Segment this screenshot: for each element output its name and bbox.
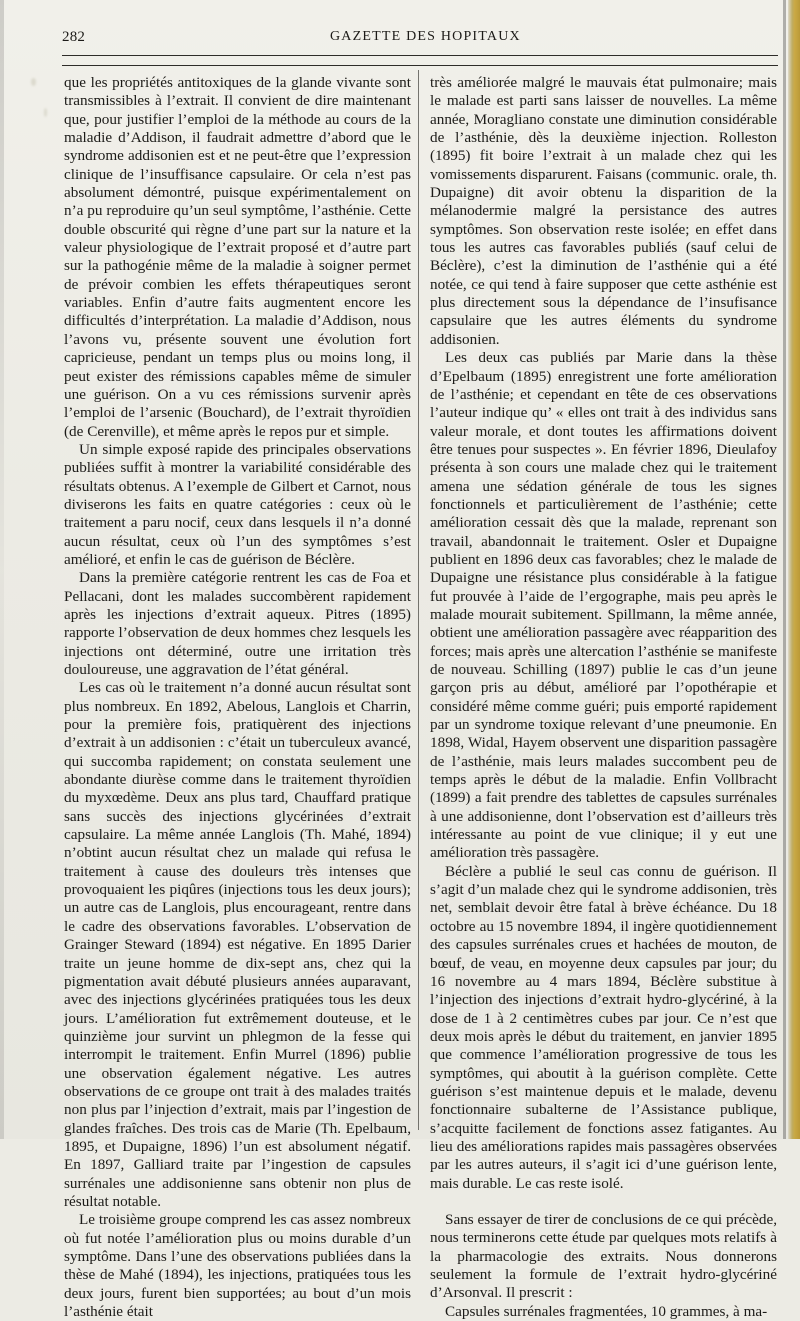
page-header xyxy=(62,29,782,51)
right-paragraph-1: très améliorée malgré le mauvais état pulmonaire; mais le malade est parti sans laisser de nouvelles. La même année, Moragliano constate une diminution considérable de l’asthénie, dès la deuxième injection. Rolleston (1895) fit boire l’extrait à un malade chez qui les vomissements disparurent. Faisans (communic. orale, th. Dupaigne) dit avoir obtenu la disparition de la mélanodermie malgré la persistance des autres symptômes. Son observation reste isolée; en effet dans tous les autres cas favorables publiés (sauf celui de Béclère), c’est la diminution de l’asthénie qui a été notée, ce qui tend à faire supposer que cette asthénie est plus directement sous la dépendance de l’insufisance capsulaire que les autres éléments du syndrome addisonien. xyxy=(430,74,777,348)
header-rule-top xyxy=(62,55,778,56)
left-paragraph-4: Les cas où le traitement n’a donné aucun résultat sont plus nombreux. En 1892, Abelous, Langlois et Charrin, pour la première fois, pratiquèrent des injections d’extrait à un addisonien : c’était un tuberculeux avancé, qui succomba rapidement; on constata seulement une abondante diurèse comme dans le traitement thyroïdien du myxœdème. Deux ans plus tard, Chauffard pratique sans succès des injections glycérinées d’extrait capsulaire. La même année Langlois (Th. Mahé, 1894) n’obtint aucun résultat chez un malade qui refusa le traitement à cause des douleurs très intenses que provoquaient les piqûres (injections tous les deux jours); un autre cas de Langlois, plus encourageant, rentre dans le cadre des observations favorables. L’observation de Grainger Steward (1894) est négative. En 1895 Darier traite un jeune homme de dix-sept ans, chez qui la pigmentation avait débuté plusieurs années auparavant, avec des injections glycérinées pratiquées tous les deux jours. L’amélioration fut extrêmement douteuse, et le quinzième jour survint un phlegmon de la fesse qui interrompit le traitement. Enfin Murrel (1896) publie une observation également négative. Les autres observations de ce groupe ont trait à des malades traités non plus par l’injection d’extrait, mais par l’ingestion de glandes fraîches. Des trois cas de Marie (Th. Epelbaum, 1895, et Dupaigne, 1896) l’un est absolument négatif. En 1897, Galliard traite par l’ingestion de capsules surrénales une addisonienne sans obtenir non plus de résultat notable. xyxy=(64,679,411,1210)
left-paragraph-1: que les propriétés antitoxiques de la glande vivante sont transmissibles à l’extrait. Il convient de dire maintenant que, pour justifier l’emploi de la méthode au cours de la maladie d’Addison, il faudrait admettre d’abord que le syndrome addisonien est et ne peut-être que l’expression clinique de l’insuffisance capsulaire. Or cela n’est pas absolument démontré, puisque expérimentalement on n’a pu reproduire qu’un seul symptôme, l’asthénie. Cette double obscurité qui règne d’une part sur la nature et la valeur physiologique de l’extrait proposé et d’autre part sur la pathogénie même de la maladie à soigner permet de prévoir combien les effets thérapeutiques seront variables. Enfin d’autre faits augmentent encore les difficultés d’interprétation. La maladie d’Addison, nous l’avons vu, présente souvent une évolution fort capricieuse, pendant un temps plus ou moins long, il peut exister des rémissions capables même de simuler une guérison. On a vu ces rémissions survenir après l’emploi de l’arsenic (Bouchard), de l’extrait thyroïdien (de Cerenville), et même après le repos pur et simple. xyxy=(64,74,411,440)
left-text-column xyxy=(64,74,411,1321)
right-paragraph-2: Les deux cas publiés par Marie dans la thèse d’Epelbaum (1895) enregistrent une forte amélioration de l’asthénie; et cependant en tête de ces observations l’auteur indique qu’ « elles ont trait à des individus sans valeur morale, et dont toutes les affirmations doivent être tenues pour suspectes ». En février 1896, Dieulafoy présenta à son cours une malade chez qui le traitement amena une sédation générale de tous les signes fonctionnels et particulièrement de l’asthénie; cette amélioration cessait dès que la malade, reprenant son travail, abandonnait le traitement. Osler et Dupaigne publient en 1896 deux cas favorables; chez le malade de Dupaigne une résistance plus considérable à la fatigue fut prouvée à l’aide de l’ergographe, mais peu après le malade mourait subitement. Spillmann, la même année, obtient une amélioration passagère avec réapparition des forces; mais après une altercation l’asthénie se manifeste de nouveau. Schilling (1897) publie le cas d’un jeune garçon pris au début, amélioré par l’opothérapie et considéré même comme guéri; puis emporté rapidement par un syndrome toxique relevant d’une pneumonie. En 1898, Widal, Hayem observent une disparition passagère de l’asthénie, mais leurs malades succombent peu de temps après le début de la maladie. Enfin Vollbracht (1899) a fait prendre des tablettes de capsules surrénales à une addisonienne, dont l’observation est d’ailleurs très intéressante au point de vue clinique; il y eut une amélioration très passagère. xyxy=(430,349,777,862)
left-paragraph-5: Le troisième groupe comprend les cas assez nombreux où fut notée l’amélioration plus ou moins durable d’un symptôme. Dans l’une des observations publiées dans la thèse de Mahé (1894), les injections, pratiquées tous les deux jours, furent bien supportées; au bout d’un mois l’asthénie était xyxy=(64,1211,411,1321)
scan-mark xyxy=(44,108,47,117)
left-scan-edge xyxy=(0,0,4,1139)
header-rule-bottom xyxy=(62,65,778,66)
paragraph-gap xyxy=(430,1193,777,1211)
right-page-edge xyxy=(788,0,800,1139)
right-text-column xyxy=(430,74,777,1321)
left-paragraph-3: Dans la première catégorie rentrent les cas de Foa et Pellacani, dont les malades succombèrent rapidement après les injections d’extrait aqueux. Pitres (1895) rapporte l’observation de deux hommes chez lesquels les injections ont déterminé, outre une irritation très douloureuse, une aggravation de l’état général. xyxy=(64,569,411,678)
scan-mark xyxy=(65,610,69,614)
journal-title: GAZETTE DES HOPITAUX xyxy=(330,29,521,44)
right-paragraph-5: Capsules surrénales fragmentées, 10 grammes, à ma- xyxy=(445,1302,768,1320)
column-divider xyxy=(418,70,419,1130)
left-paragraph-2: Un simple exposé rapide des principales observations publiées suffit à montrer la variabilité considérable des résultats obtenus. A l’exemple de Gilbert et Carnot, nous diviserons les faits en quatre catégories : ceux où le traitement a paru nocif, ceux dans lesquels il n’a donné aucun résultat, ceux où l’un des symptômes s’est amélioré, et enfin le cas de guérison de Béclère. xyxy=(64,440,411,568)
right-paragraph-3: Béclère a publié le seul cas connu de guérison. Il s’agit d’un malade chez qui le syndrome addisonien, très net, semblait devoir être fatal à brève échéance. Du 18 octobre au 15 novembre 1894, il ingère quotidiennement des capsules surrénales crues et hachées de mouton, de bœuf, de veau, en moyenne deux capsules par jour; du 16 novembre au 4 mars 1894, Béclère substitue à l’injection des injections d’extrait hydro-glycériné, à la dose de 1 à 2 centimètres cubes par jour. Ce n’est que deux mois après le début du traitement, en janvier 1895 que commence l’amélioration progressive de tous les symptômes, qui aboutit à la guérison complète. Cette guérison s’est maintenue depuis et le malade, devenu fonctionnaire subalterne de l’Assistance publique, s’acquitte facilement de fonctions assez fatigantes. Au lieu des améliorations rapides mais passagères observées par les autres auteurs, il s’agit ici d’une guérison lente, mais durable. Le cas reste isolé. xyxy=(430,862,777,1192)
page-number: 282 xyxy=(62,29,86,45)
scan-mark xyxy=(31,78,36,86)
right-paragraph-4: Sans essayer de tirer de conclusions de ce qui précède, nous terminerons cette étude par quelques mots relatifs à la pharmacologie des extraits. Nous donnerons seulement la formule de l’extrait hydro-glycériné d’Arsonval. Il prescrit : xyxy=(430,1210,777,1302)
